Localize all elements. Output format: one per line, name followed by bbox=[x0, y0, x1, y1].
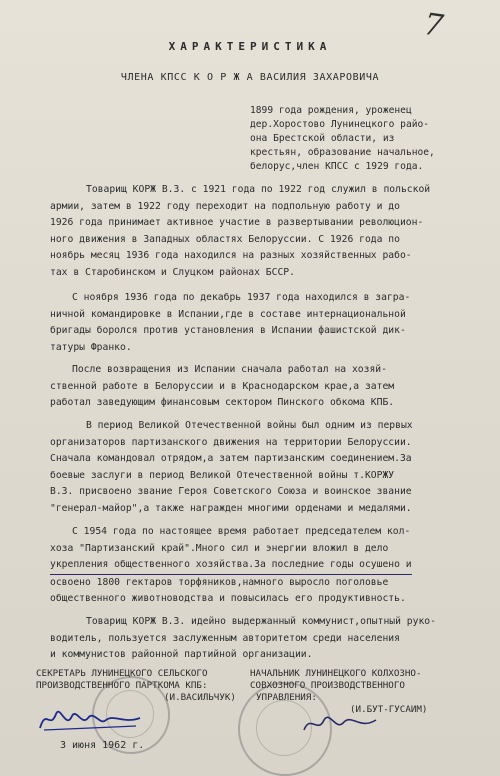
bio-line: крестьян, образование начальное, bbox=[250, 147, 435, 158]
signature-block-left bbox=[36, 668, 236, 704]
document-title: ХАРАКТЕРИСТИКА bbox=[168, 40, 332, 53]
text-line: В период Великой Отечественной войны был одним из первых bbox=[86, 420, 413, 431]
paragraph-4 bbox=[50, 418, 413, 518]
bio-line: дер.Хоростово Лунинецкого райо- bbox=[250, 119, 430, 130]
text-line: ного движения в Западных областях Белоруссии. С 1926 года по bbox=[50, 233, 400, 245]
text-line: бригады боролся против установления в Испании фашистской дик- bbox=[50, 325, 406, 337]
paragraph-6 bbox=[50, 614, 436, 664]
text-line: УПРАВЛЕНИЯ: bbox=[256, 692, 317, 703]
text-line: ноябрь месяц 1936 года находился на разных хозяйственных рабо- bbox=[50, 250, 412, 262]
bio-line: она Брестской области, из bbox=[250, 133, 395, 144]
text-line: СЕКРЕТАРЬ ЛУНИНЕЦКОГО СЕЛЬСКОГО bbox=[36, 668, 208, 679]
text-line: 1926 года принимает активное участие в развертывании революцион- bbox=[50, 217, 424, 229]
document-date: 3 июня 1962 г. bbox=[60, 740, 145, 751]
text-line: работал заведующим финансовым сектором Пинского обкома КПБ. bbox=[50, 397, 395, 409]
handwritten-signature-left bbox=[36, 700, 146, 740]
handwritten-signature-right bbox=[300, 708, 380, 740]
text-line: Сначала командовал отрядом,а затем партизанским соединением.За bbox=[50, 453, 412, 465]
text-line: общественного животноводства и повысилась его продуктивность. bbox=[50, 593, 406, 605]
text-line: После возвращения из Испании сначала работал на хозяй- bbox=[72, 364, 387, 375]
text-line: СОВХОЗНОГО ПРОИЗВОДСТВЕННОГО bbox=[250, 680, 405, 691]
signer-name: (И.ВАСИЛЬЧУК) bbox=[164, 692, 236, 703]
text-line: В.З. присвоено звание Героя Советского Союза и воинское звание bbox=[50, 486, 412, 498]
text-line: организаторов партизанского движения на территории Белоруссии. bbox=[50, 436, 412, 448]
bio-line: 1899 года рождения, уроженец bbox=[250, 105, 412, 116]
paragraph-2 bbox=[50, 290, 410, 356]
underlined-text-line: укрепления общественного хозяйства.За последние годы осушено и bbox=[50, 557, 412, 575]
paragraph-1 bbox=[50, 182, 430, 282]
handwritten-page-number: 7 bbox=[421, 6, 446, 45]
text-line: хоза "Партизанский край".Много сил и энергии вложил в дело bbox=[50, 542, 389, 554]
text-line: ничной командировке в Испании,где в составе интернациональной bbox=[50, 308, 406, 320]
bio-block bbox=[250, 104, 490, 174]
paragraph-5 bbox=[50, 524, 412, 608]
document-subtitle: ЧЛЕНА КПСС К О Р Ж А ВАСИЛИЯ ЗАХАРОВИЧА bbox=[120, 72, 380, 83]
text-line: ственной работе в Белоруссии и в Краснодарском крае,а затем bbox=[50, 380, 395, 392]
text-line: освоено 1800 гектаров торфяников,намного выросло поголовье bbox=[50, 576, 389, 588]
text-line: и коммунистов районной партийной организации. bbox=[50, 649, 313, 661]
paragraph-3 bbox=[50, 362, 394, 412]
text-line: водитель, пользуется заслуженным авторитетом среди населения bbox=[50, 632, 400, 644]
text-line: ПРОИЗВОДСТВЕННОГО ПАРТКОМА КПБ: bbox=[36, 680, 208, 691]
text-line: Товарищ КОРЖ В.З. с 1921 года по 1922 год служил в польской bbox=[86, 184, 431, 195]
text-line: армии, затем в 1922 году переходит на подпольную работу и до bbox=[50, 200, 400, 212]
text-line: боевые заслуги в период Великой Отечественной войны т.КОРЖУ bbox=[50, 469, 395, 481]
text-line: Товарищ КОРЖ В.З. идейно выдержанный коммунист,опытный руко- bbox=[86, 616, 436, 627]
text-line: татуры Франко. bbox=[50, 341, 132, 353]
text-line: НАЧАЛЬНИК ЛУНИНЕЦКОГО КОЛХОЗНО- bbox=[250, 668, 422, 679]
signer-name: (И.БУТ-ГУСАИМ) bbox=[350, 704, 428, 715]
text-line: тах в Старобинском и Слуцком районах БССР. bbox=[50, 266, 295, 278]
bio-line: белорус,член КПСС с 1929 года. bbox=[250, 161, 424, 172]
text-line: С ноября 1936 года по декабрь 1937 года находился в загра- bbox=[72, 292, 411, 303]
text-line: "генерал-майор",а также награжден многими орденами и медалями. bbox=[50, 502, 412, 514]
text-line: С 1954 года по настоящее время работает председателем кол- bbox=[72, 526, 411, 537]
